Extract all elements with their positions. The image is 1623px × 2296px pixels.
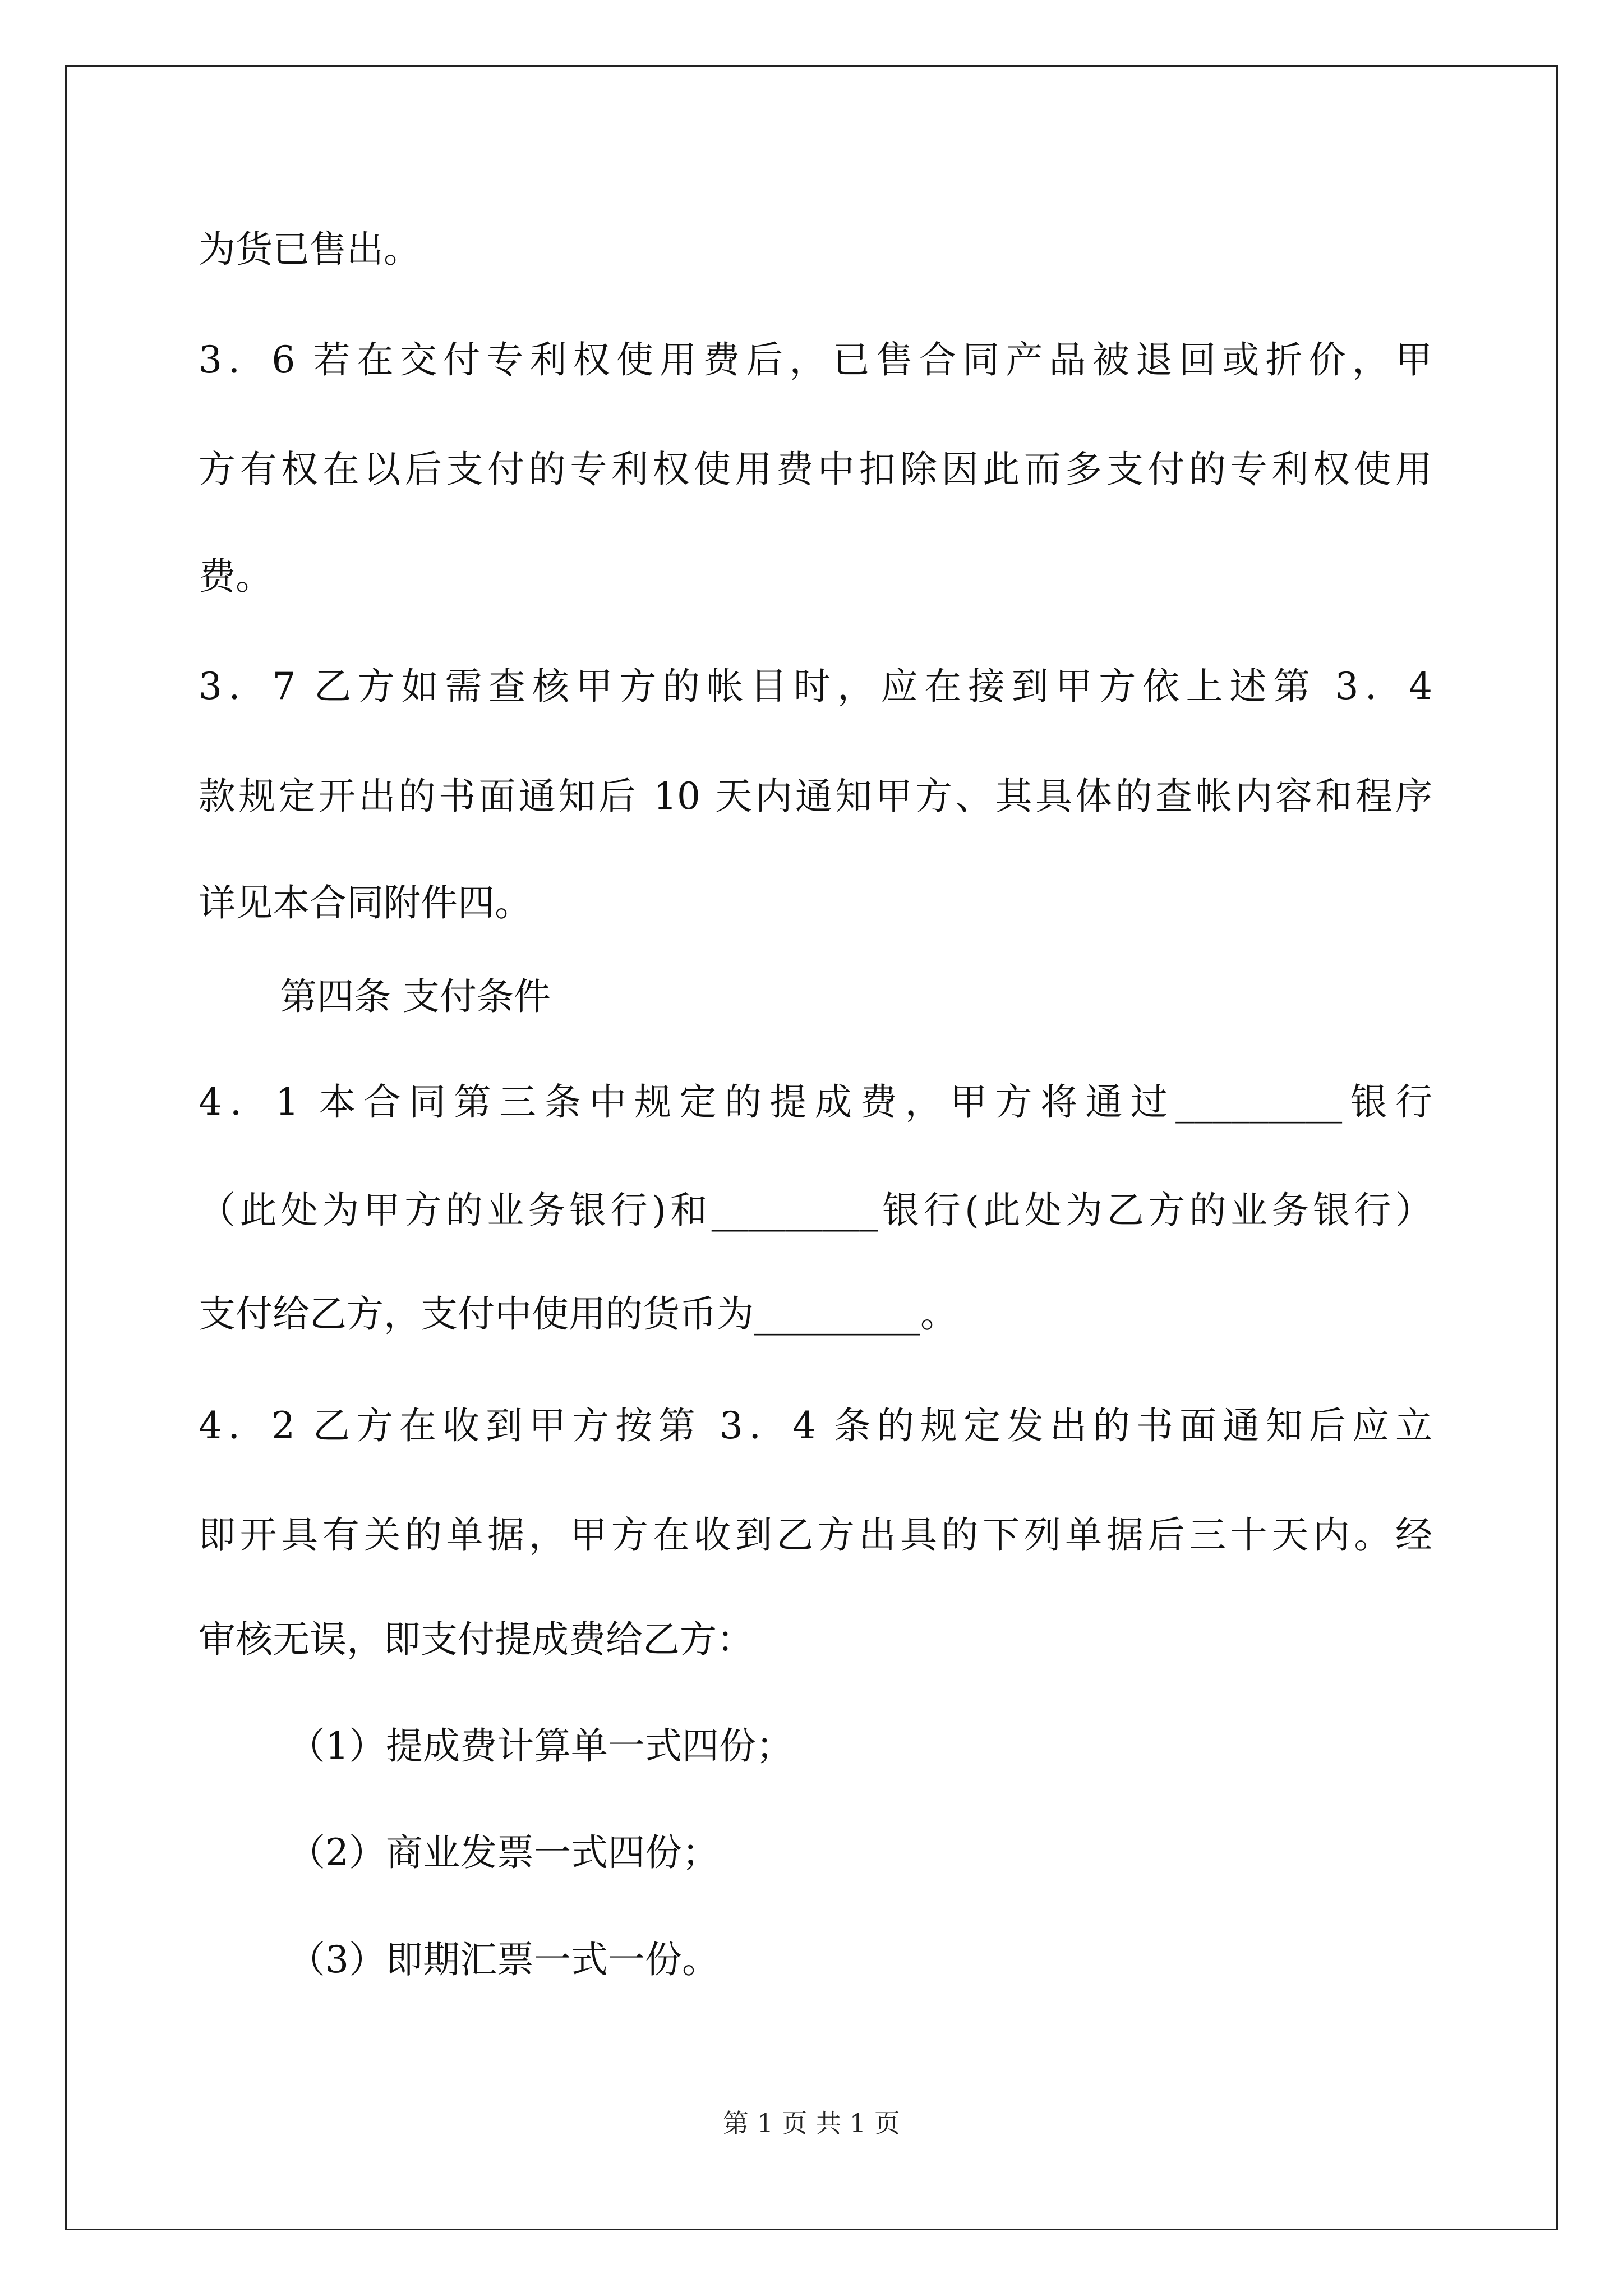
text-line: 款规定开出的书面通知后 10 天内通知甲方、其具体的查帐内容和程序	[199, 775, 1432, 818]
text-line: 支付给乙方，支付中使用的货币为_________。	[199, 1292, 957, 1336]
text-line: 详见本合同附件四。	[199, 881, 532, 924]
page-number-footer: 第 1 页 共 1 页	[723, 2108, 900, 2138]
text-line: 审核无误，即支付提成费给乙方：	[199, 1618, 754, 1661]
list-item: （3）即期汇票一式一份。	[288, 1938, 719, 1981]
page-border	[65, 65, 1558, 2230]
text-line: 4．1 本合同第三条中规定的提成费，甲方将通过_________银行	[199, 1080, 1432, 1124]
text-line: 4．2 乙方在收到甲方按第 3．4 条的规定发出的书面通知后应立	[199, 1404, 1432, 1447]
text-line: 3．6 若在交付专利权使用费后，已售合同产品被退回或折价，甲	[199, 338, 1432, 381]
text-line: 为货已售出。	[199, 228, 421, 271]
text-line: 3．7 乙方如需查核甲方的帐目时，应在接到甲方依上述第 3．4	[199, 665, 1432, 708]
section-heading: 第四条 支付条件	[280, 975, 551, 1018]
list-item: （1）提成费计算单一式四份；	[288, 1724, 793, 1768]
text-line: 方有权在以后支付的专利权使用费中扣除因此而多支付的专利权使用	[199, 448, 1432, 491]
text-line: 即开具有关的单据，甲方在收到乙方出具的下列单据后三十天内。经	[199, 1513, 1432, 1557]
list-item: （2）商业发票一式四份；	[288, 1831, 719, 1874]
text-line: 费。	[199, 555, 273, 598]
text-line: （此处为甲方的业务银行)和_________银行(此处为乙方的业务银行）	[199, 1189, 1432, 1232]
